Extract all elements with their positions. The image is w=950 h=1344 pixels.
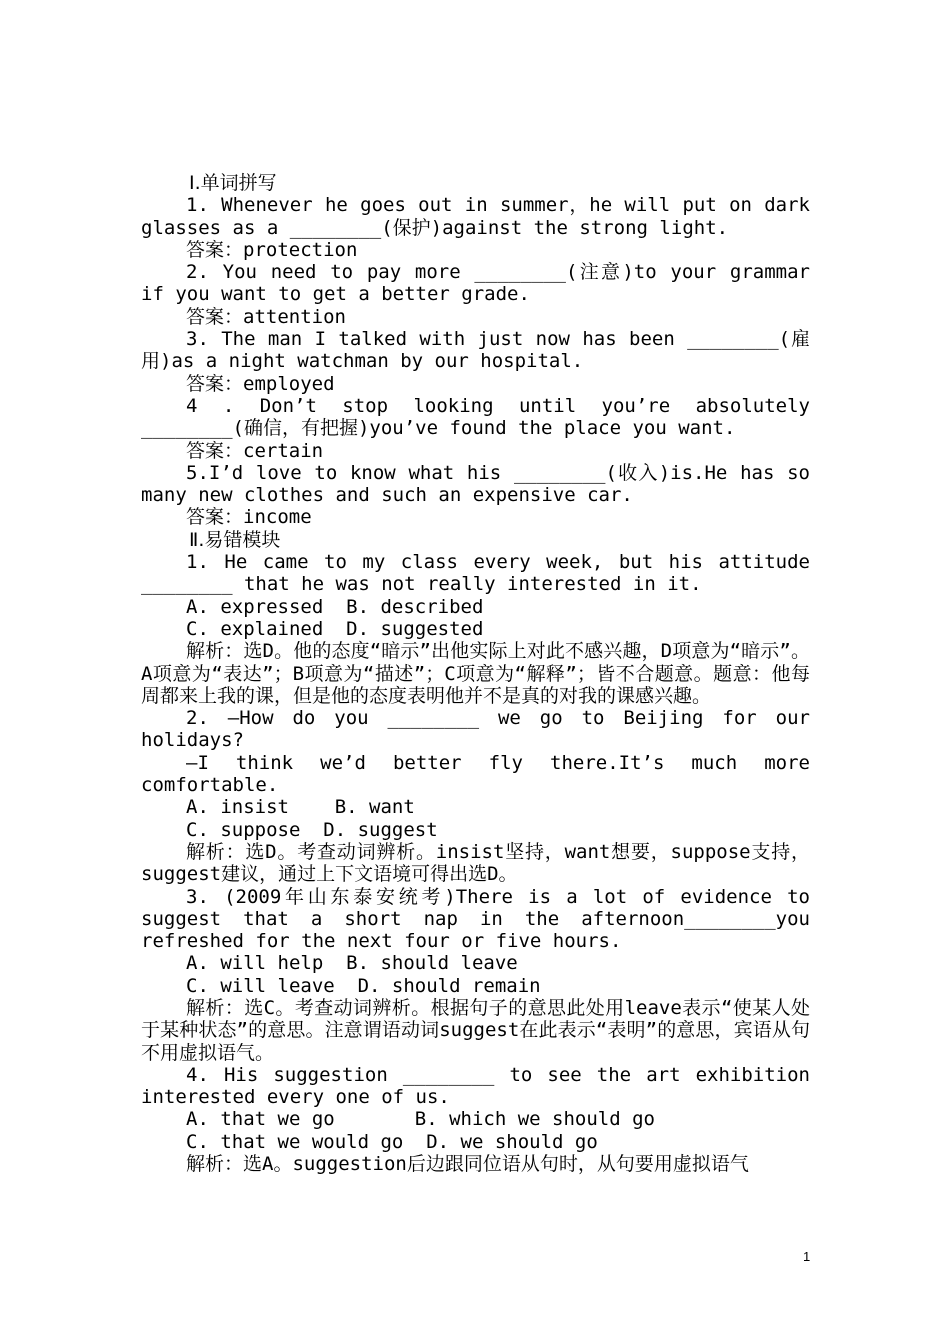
option-line: C. will leave D. should remain [186, 974, 541, 997]
question-text: 3. The man I talked with just now has been ________(雇用)as a night watchman by our hospital. [141, 328, 810, 373]
analysis-text: 解析：选C。考查动词辨析。根据句子的意思此处用leave表示“使某人处于某种状态”的意思。注意谓语动词suggest在此表示“表明”的意思，宾语从句不用虚拟语气。 [141, 996, 810, 1064]
option-line: C. explained D. suggested [186, 617, 484, 640]
page-content [141, 172, 822, 1176]
analysis-text: 解析：选A。suggestion后边跟同位语从句时，从句要用虚拟语气 [186, 1153, 749, 1176]
answer-text: 答案：employed [186, 372, 335, 395]
question-text: 3. (2009年山东泰安统考)There is a lot of evidence to suggest that a short nap in the afternoon________you refreshed for the next four or five hours. [141, 885, 822, 953]
question-text: —I think we’d better fly there.It’s much more comfortable. [141, 751, 822, 797]
section-heading-vocabulary: Ⅰ.单词拼写 [189, 172, 277, 194]
analysis-text: 解析：选D。他的态度“暗示”出他实际上对此不感兴趣，D项意为“暗示”。A项意为“表达”；B项意为“描述”；C项意为“解释”；皆不合题意。题意：他每周都来上我的课，但是他的态度表明他并不是真的对我的课感兴趣。 [141, 640, 810, 707]
question-text: 1. Whenever he goes out in summer，he will put on dark glasses as a ________(保护)against the strong light. [141, 194, 822, 239]
option-line: A. will help B. should leave [186, 952, 518, 975]
answer-text: 答案：protection [186, 238, 358, 261]
question-text: 2. You need to pay more ________(注意)to your grammar if you want to get a better grade. [141, 261, 822, 306]
analysis-text: 解析：选D。考查动词辨析。insist坚持，want想要，suppose支持，suggest建议，通过上下文语境可得出选D。 [141, 840, 810, 886]
answer-text: 答案：income [186, 506, 312, 529]
question-text: 4. His suggestion ________ to see the art exhibition interested every one of us. [141, 1063, 822, 1109]
answer-text: 答案：attention [186, 305, 346, 328]
option-line: A. insist B. want [186, 796, 415, 819]
question-text: 1. He came to my class every week, but his attitude ________ that he was not really interested in it. [141, 551, 822, 596]
option-line: C. that we would go D. we should go [186, 1130, 598, 1153]
answer-text: 答案：certain [186, 439, 324, 462]
question-text: 2. —How do you ________ we go to Beijing for our holidays? [141, 707, 822, 752]
page-number: 1 [803, 1249, 811, 1264]
question-text: 5.I’d love to know what his ________(收入)is.He has so many new clothes and such an expensive car. [141, 461, 822, 507]
option-line: A. that we go B. which we should go [186, 1108, 655, 1131]
option-line: A. expressed B. described [186, 595, 484, 618]
section-heading-error-prone: Ⅱ.易错模块 [189, 528, 281, 551]
question-text: 4 . Don’t stop looking until you’re absolutely ________(确信，有把握)you’ve found the place you want. [141, 394, 822, 440]
option-line: C. suppose D. suggest [186, 818, 438, 841]
